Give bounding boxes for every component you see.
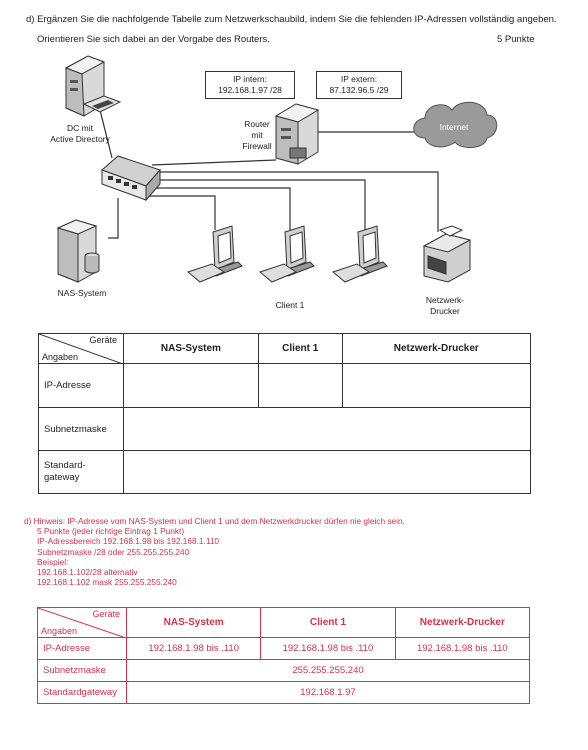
printer-label-line2: Drucker xyxy=(430,306,460,316)
subnet-field[interactable] xyxy=(124,408,531,451)
task-table xyxy=(38,333,531,494)
ip-extern-title: IP extern: xyxy=(340,74,378,84)
row-label-gateway xyxy=(39,451,124,494)
printer-label-line1: Netzwerk- xyxy=(425,295,465,305)
corner-top-label: Geräte xyxy=(89,335,117,345)
solution-corner-bottom-label: Angaben xyxy=(41,626,78,636)
hint-line: Beispiel: xyxy=(37,556,69,567)
gateway-field[interactable] xyxy=(124,451,531,494)
solution-row-label-ip: IP-Adresse xyxy=(38,638,127,660)
solution-ip-nas: 192.168.1.98 bis .110 xyxy=(127,638,261,660)
solution-table xyxy=(37,607,530,704)
column-header-nas: NAS-System xyxy=(124,334,259,364)
ip-client-field[interactable] xyxy=(258,364,342,408)
row-label-subnet: Subnetzmaske xyxy=(39,408,124,451)
network-diagram xyxy=(0,0,588,330)
solution-column-header-client: Client 1 xyxy=(261,608,395,638)
hint-line: IP-Adressbereich 192.168.1.98 bis 192.168.1.110 xyxy=(37,536,220,547)
dc-server-icon xyxy=(66,56,120,116)
corner-cell xyxy=(39,334,124,364)
solution-row-label-gateway: Standardgateway xyxy=(38,682,127,704)
solution-ip-printer: 192.168.1.98 bis .110 xyxy=(395,638,529,660)
network-printer-icon xyxy=(424,226,470,282)
dc-label-line2: Active Directory xyxy=(50,134,110,144)
ip-nas-field[interactable] xyxy=(124,364,259,408)
corner-bottom-label: Angaben xyxy=(42,352,79,362)
client-1-label: Client 1 xyxy=(275,300,305,310)
solution-subnet-value: 255.255.255.240 xyxy=(127,660,530,682)
column-header-printer: Netzwerk-Drucker xyxy=(342,334,530,364)
router-firewall-icon xyxy=(276,104,318,164)
solution-ip-client: 192.168.1.98 bis .110 xyxy=(261,638,395,660)
switch-icon xyxy=(102,156,160,200)
client-computer-icon xyxy=(188,226,242,282)
hint-line: 192.168.1.102 mask 255.255.255.240 xyxy=(37,577,177,588)
task-text-line1: d) Ergänzen Sie die nachfolgende Tabelle zum Netzwerkschaubild, indem Sie die fehlenden IP-Adressen vollständig angeben. xyxy=(26,14,557,25)
solution-column-header-printer: Netzwerk-Drucker xyxy=(395,608,529,638)
hint-line: 5 Punkte (jeder richtige Eintrag 1 Punkt) xyxy=(37,526,185,537)
dc-label xyxy=(40,123,120,145)
solution-column-header-nas: NAS-System xyxy=(127,608,261,638)
row-label-gateway-line2: gateway xyxy=(44,472,80,483)
ip-extern-value: 87.132.96.5 /29 xyxy=(329,85,389,95)
hint-line: d) Hinweis: IP-Adresse vom NAS-System und Client 1 und dem Netzwerkdrucker dürfen nie gleich sein. xyxy=(24,516,405,526)
client-computer-icon xyxy=(333,226,387,282)
router-label-line3: Firewall xyxy=(242,141,272,151)
column-header-client: Client 1 xyxy=(258,334,342,364)
internet-label: Internet xyxy=(439,122,469,132)
client-1-computer-icon xyxy=(260,226,314,282)
router-label-line1: Router xyxy=(244,119,270,129)
ip-extern-box xyxy=(316,71,402,99)
ip-intern-value: 192.168.1.97 /28 xyxy=(218,85,282,95)
hint-line: Subnetzmaske /28 oder 255.255.255.240 xyxy=(37,546,190,557)
hint-line: 192.168.1.102/28 alternativ xyxy=(37,567,138,578)
row-label-gateway-line1: Standard- xyxy=(44,460,86,471)
task-points: 5 Punkte xyxy=(497,34,535,45)
nas-label: NAS-System xyxy=(57,288,107,298)
router-label-line2: mit xyxy=(251,130,263,140)
ip-intern-box xyxy=(205,71,295,99)
solution-row-label-subnet: Subnetzmaske xyxy=(38,660,127,682)
solution-corner-cell xyxy=(38,608,127,638)
printer-label xyxy=(415,295,475,317)
solution-corner-top-label: Geräte xyxy=(92,609,120,619)
ip-intern-title: IP intern: xyxy=(233,74,267,84)
task-text-line2: Orientieren Sie sich dabei an der Vorgabe des Routers. xyxy=(37,34,270,45)
row-label-ip: IP-Adresse xyxy=(39,364,124,408)
solution-hint-block xyxy=(24,516,405,587)
dc-label-line1: DC mit xyxy=(67,123,93,133)
router-label xyxy=(232,119,282,152)
ip-printer-field[interactable] xyxy=(342,364,530,408)
solution-gateway-value: 192.168.1.97 xyxy=(127,682,530,704)
nas-system-icon xyxy=(58,220,99,282)
